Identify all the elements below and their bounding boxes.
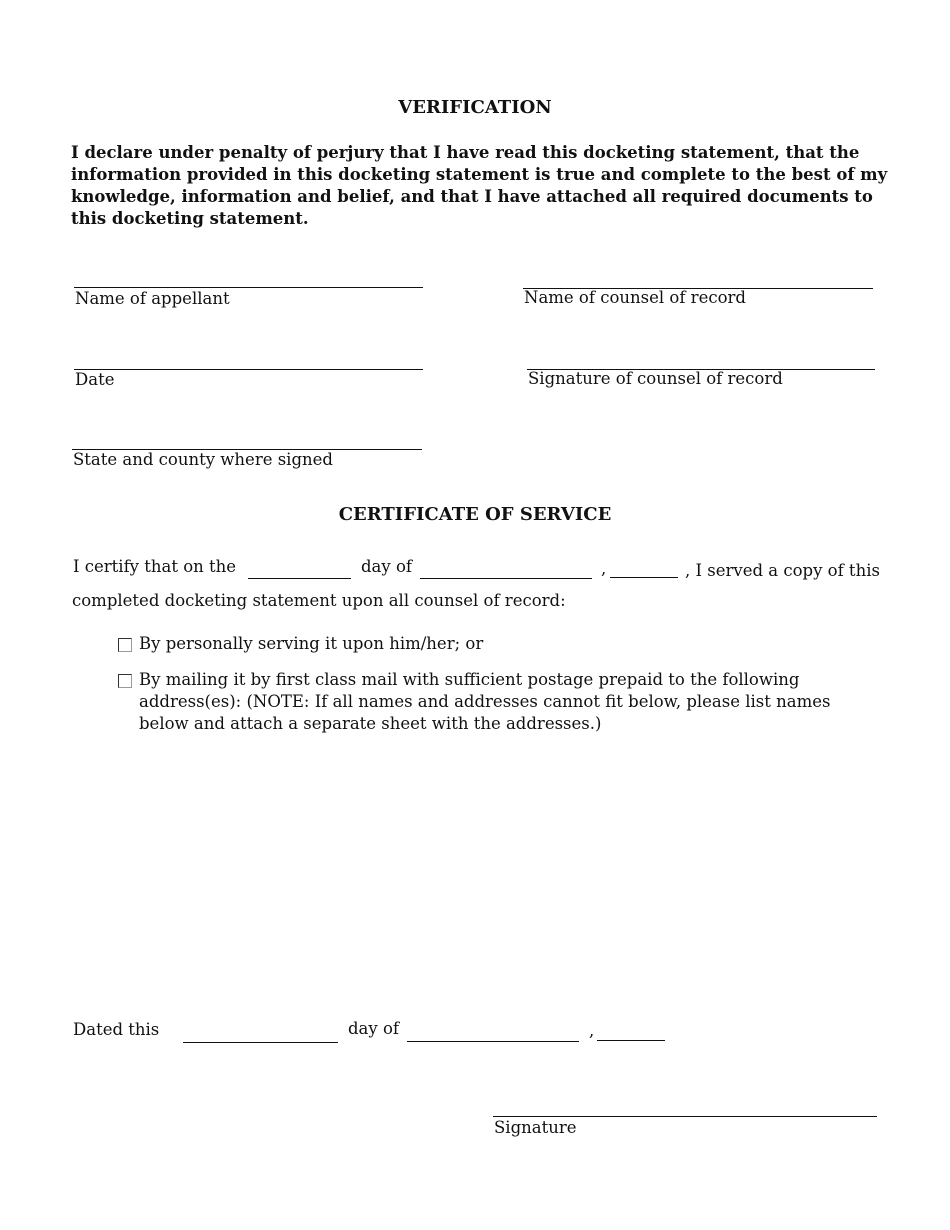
certificate-title: CERTIFICATE OF SERVICE [338, 504, 612, 525]
certify-text-1: I certify that on the [73, 557, 237, 576]
signature-label: Signature [494, 1118, 577, 1137]
name-of-appellant-line[interactable] [74, 287, 423, 288]
service-year-blank[interactable] [610, 577, 678, 578]
date-label: Date [75, 370, 115, 389]
dated-comma: , [589, 1021, 595, 1040]
signature-of-counsel-label: Signature of counsel of record [528, 369, 783, 388]
mail-service-checkbox[interactable] [118, 674, 132, 688]
dated-year-blank[interactable] [597, 1040, 665, 1041]
certify-comma: , [601, 559, 607, 578]
certify-text-2: completed docketing statement upon all counsel of record: [72, 591, 566, 610]
mail-service-label: By mailing it by first class mail with sufficient postage prepaid to the following address(es): (NOTE: If all names and addresses cannot fit below, please list names below and attach a separate sheet with the addresses.) [139, 670, 831, 733]
signature-line[interactable] [493, 1116, 877, 1117]
dated-day-of-text: day of [348, 1019, 400, 1038]
service-month-blank[interactable] [420, 578, 592, 579]
personal-service-checkbox[interactable] [118, 638, 132, 652]
state-county-label: State and county where signed [73, 450, 333, 469]
dated-day-blank[interactable] [183, 1042, 338, 1043]
dated-this-text: Dated this [73, 1020, 160, 1039]
dated-month-blank[interactable] [407, 1041, 579, 1042]
certify-text-3: , I served a copy of this [685, 561, 880, 580]
verification-title: VERIFICATION [398, 97, 552, 118]
date-line[interactable] [74, 369, 423, 370]
certify-text-day-of: day of [361, 557, 413, 576]
name-of-counsel-label: Name of counsel of record [524, 288, 746, 307]
service-day-blank[interactable] [248, 578, 351, 579]
verification-declaration: I declare under penalty of perjury that I have read this docketing statement, that the information provided in this docketing statement is true and complete to the best of my knowledge, information and belief, and that I have attached all required documents to this docketing statement. [71, 143, 888, 228]
name-of-appellant-label: Name of appellant [75, 289, 230, 308]
personal-service-label: By personally serving it upon him/her; or [139, 634, 484, 653]
addresses-area[interactable] [139, 745, 869, 995]
